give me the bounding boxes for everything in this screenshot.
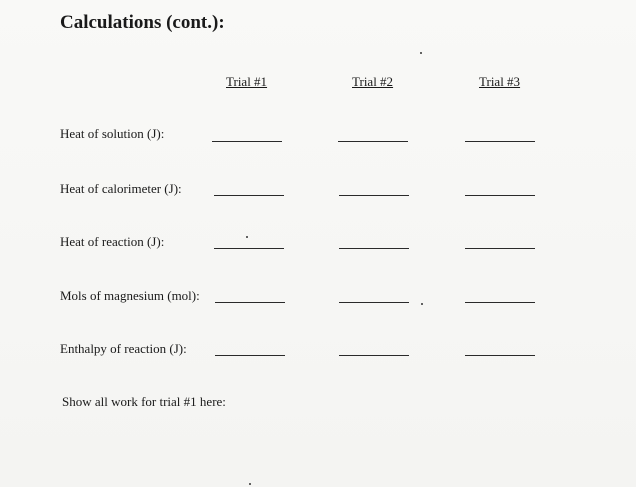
- row-label-enthalpy-of-reaction: Enthalpy of reaction (J):: [60, 341, 187, 356]
- answer-blank-heat-of-calorimeter-trial-3[interactable]: [465, 195, 535, 196]
- show-work-prompt: Show all work for trial #1 here:: [62, 394, 226, 409]
- answer-blank-mols-of-magnesium-trial-1[interactable]: [215, 302, 285, 303]
- scan-speck: [421, 303, 423, 305]
- scan-speck: [420, 52, 422, 54]
- row-label-mols-of-magnesium: Mols of magnesium (mol):: [60, 288, 200, 303]
- answer-blank-heat-of-reaction-trial-2[interactable]: [339, 248, 409, 249]
- scan-speck: [246, 236, 248, 238]
- answer-blank-heat-of-solution-trial-1[interactable]: [212, 141, 282, 142]
- answer-blank-mols-of-magnesium-trial-2[interactable]: [339, 302, 409, 303]
- answer-blank-heat-of-calorimeter-trial-2[interactable]: [339, 195, 409, 196]
- scan-speck: [249, 483, 251, 485]
- column-header-trial-3: Trial #3: [479, 74, 521, 89]
- row-label-heat-of-reaction: Heat of reaction (J):: [60, 234, 165, 249]
- answer-blank-enthalpy-of-reaction-trial-2[interactable]: [339, 355, 409, 356]
- answer-blank-mols-of-magnesium-trial-3[interactable]: [465, 302, 535, 303]
- answer-blank-enthalpy-of-reaction-trial-3[interactable]: [465, 355, 535, 356]
- answer-blank-heat-of-solution-trial-2[interactable]: [338, 141, 408, 142]
- column-header-trial-2: Trial #2: [352, 74, 394, 89]
- row-label-heat-of-calorimeter: Heat of calorimeter (J):: [60, 181, 182, 196]
- answer-blank-heat-of-solution-trial-3[interactable]: [465, 141, 535, 142]
- answer-blank-heat-of-reaction-trial-1[interactable]: [214, 248, 284, 249]
- answer-blank-heat-of-reaction-trial-3[interactable]: [465, 248, 535, 249]
- answer-blank-enthalpy-of-reaction-trial-1[interactable]: [215, 355, 285, 356]
- row-label-heat-of-solution: Heat of solution (J):: [60, 126, 165, 141]
- page-title: Calculations (cont.):: [60, 12, 225, 33]
- column-header-trial-1: Trial #1: [226, 74, 268, 89]
- answer-blank-heat-of-calorimeter-trial-1[interactable]: [214, 195, 284, 196]
